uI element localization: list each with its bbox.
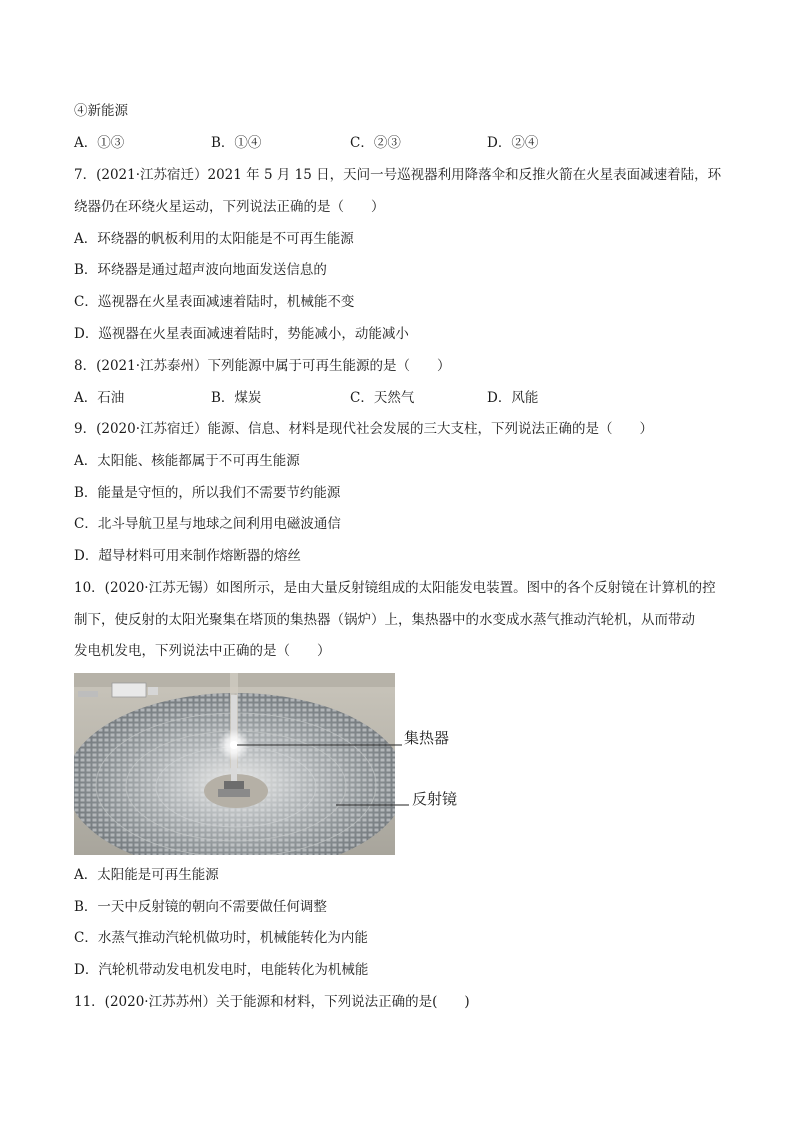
previous-question-options [74,133,734,153]
question-9-option-b: B．能量是守恒的，所以我们不需要节约能源 [74,485,341,501]
question-7-option-c: C．巡视器在火星表面减速着陆时，机械能不变 [74,294,355,310]
option-d: D．②④ [487,135,539,151]
question-10-stem-line-2: 制下，使反射的太阳光聚集在塔顶的集热器（锅炉）上，集热器中的水变成水蒸气推动汽轮机，从而带动 [74,612,695,628]
question-7-option-d: D．巡视器在火星表面减速着陆时，势能减小，动能减小 [74,326,409,342]
option-d: D．风能 [487,390,539,406]
question-9-option-d: D．超导材料可用来制作熔断器的熔丝 [74,548,301,564]
solar-power-plant-figure [74,673,474,855]
option-a: A．①③ [74,135,125,151]
question-10-option-c: C．水蒸气推动汽轮机做功时，机械能转化为内能 [74,930,368,946]
option-b: B．煤炭 [211,390,262,406]
question-10-option-b: B．一天中反射镜的朝向不需要做任何调整 [74,899,327,915]
question-9-option-c: C．北斗导航卫星与地球之间利用电磁波通信 [74,516,341,532]
question-10-stem-line-3: 发电机发电，下列说法中正确的是（ ） [74,643,331,659]
question-7-stem-line-2: 绕器仍在环绕火星运动，下列说法正确的是（ ） [74,199,385,215]
option-c: C．天然气 [350,390,415,406]
question-7-option-b: B．环绕器是通过超声波向地面发送信息的 [74,262,327,278]
question-7-option-a: A．环绕器的帆板利用的太阳能是不可再生能源 [74,231,354,247]
option-c: C．②③ [350,135,401,151]
figure-callout-lines [74,673,474,855]
question-8-options [74,388,734,408]
question-8-stem: 8．(2021·江苏泰州）下列能源中属于可再生能源的是（ ） [74,358,451,374]
mirror-label: 反射镜 [412,790,458,808]
option-b: B．①④ [211,135,262,151]
question-10-stem-line-1: 10．(2020·江苏无锡）如图所示，是由大量反射镜组成的太阳能发电装置。图中的各个反射镜在计算机的控 [74,580,716,596]
question-10-option-a: A．太阳能是可再生能源 [74,867,219,883]
question-9-option-a: A．太阳能、核能都属于不可再生能源 [74,453,300,469]
collector-label: 集热器 [404,729,450,747]
question-7-stem-line-1: 7．(2021·江苏宿迁）2021 年 5 月 15 日，天问一号巡视器利用降落伞和反推火箭在火星表面减速着陆，环 [74,167,722,183]
question-11-stem: 11．(2020·江苏苏州）关于能源和材料，下列说法正确的是( ) [74,994,470,1010]
question-9-stem: 9．(2020·江苏宿迁）能源、信息、材料是现代社会发展的三大支柱，下列说法正确的是（ ） [74,421,654,437]
option-a: A．石油 [74,390,125,406]
question-10-option-d: D．汽轮机带动发电机发电时，电能转化为机械能 [74,962,369,978]
previous-question-item-4: ④新能源 [74,103,128,119]
